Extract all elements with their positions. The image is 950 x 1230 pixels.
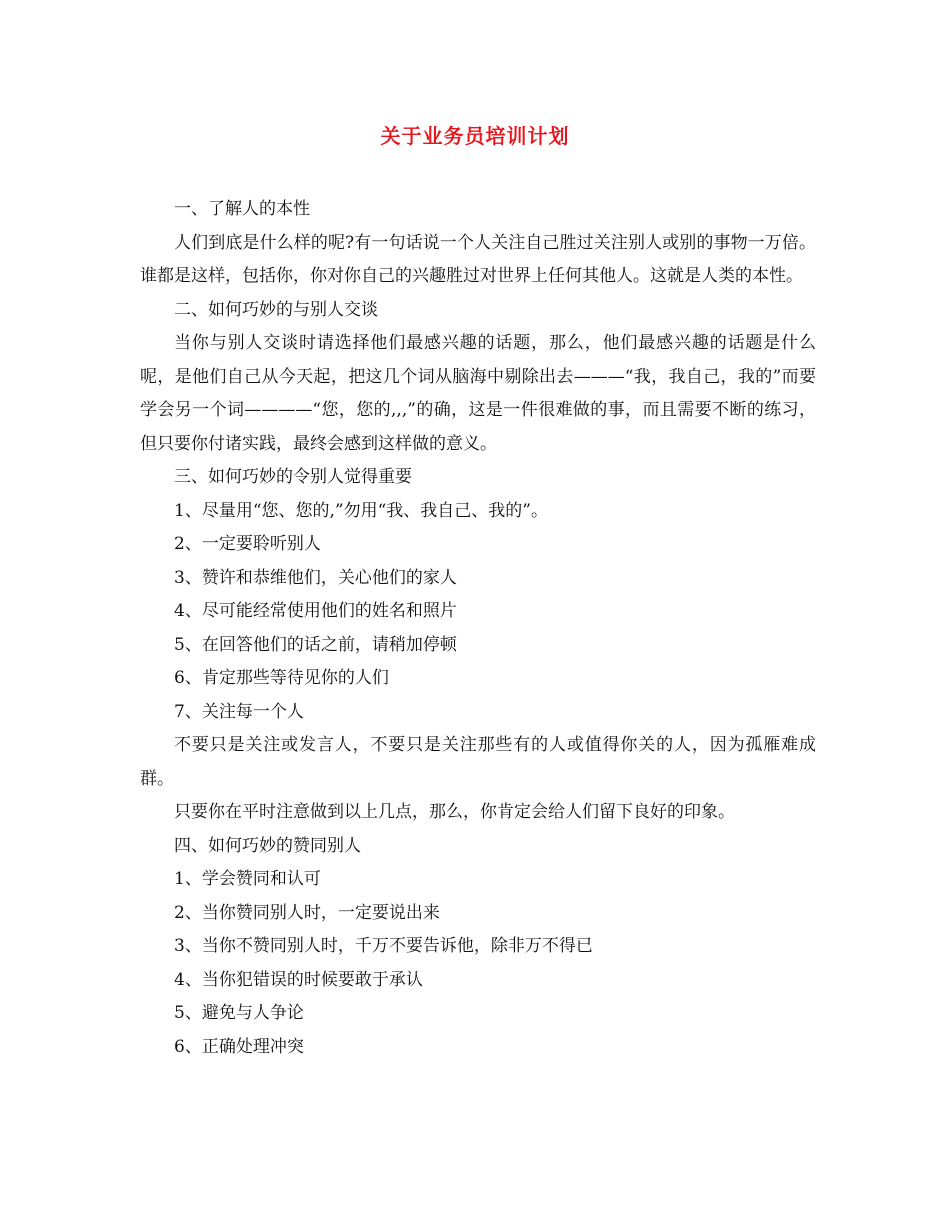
list-item: 1、尽量用“您、您的,”勿用“我、我自己、我的”。 (174, 500, 548, 521)
list-item: 5、避免与人争论 (174, 1003, 304, 1023)
section-heading-1: 一、了解人的本性 (174, 199, 310, 219)
paragraph: 人们到底是什么样的呢?有一句话说一个人关注自己胜过关注别人或别的事物一万倍。谁都是这样，包括你，你对你自己的兴趣胜过对世界上任何其他人。这就是人类的本性。 (140, 232, 816, 286)
list-item: 4、尽可能经常使用他们的姓名和照片 (174, 601, 457, 621)
paragraph: 只要你在平时注意做到以上几点，那么，你肯定会给人们留下良好的印象。 (174, 802, 735, 822)
list-item: 6、正确处理冲突 (174, 1036, 304, 1057)
paragraph: 当你与别人交谈时请选择他们最感兴趣的话题，那么，他们最感兴趣的话题是什么呢，是他们自己从今天起，把这几个词从脑海中剔除出去———“我，我自己，我的”而要学会另一个词————“您，您的,,,”的确，这是一件很难做的事，而且需要不断的练习，但只要你付诸实践，最终会感到这样做的意义。 (140, 333, 816, 454)
list-item: 6、肯定那些等待见你的人们 (174, 668, 389, 688)
document-body (140, 193, 816, 1064)
section-heading-4: 四、如何巧妙的赞同别人 (174, 835, 361, 856)
list-item: 1、学会赞同和认可 (174, 869, 321, 889)
section-heading-3: 三、如何巧妙的令别人觉得重要 (174, 467, 412, 487)
list-item: 3、赞许和恭维他们，关心他们的家人 (174, 567, 457, 588)
list-item: 7、关注每一个人 (174, 701, 304, 722)
section-heading-2: 二、如何巧妙的与别人交谈 (174, 299, 378, 320)
paragraph: 不要只是关注或发言人，不要只是关注那些有的人或值得你关的人，因为孤雁难成群。 (140, 735, 816, 789)
list-item: 5、在回答他们的话之前，请稍加停顿 (174, 634, 457, 655)
list-item: 3、当你不赞同别人时，千万不要告诉他，除非万不得已 (174, 936, 593, 956)
list-item: 2、一定要聆听别人 (174, 534, 321, 554)
list-item: 2、当你赞同别人时，一定要说出来 (174, 902, 440, 923)
list-item: 4、当你犯错误的时候要敢于承认 (174, 969, 423, 990)
document-title: 关于业务员培训计划 (380, 124, 570, 148)
